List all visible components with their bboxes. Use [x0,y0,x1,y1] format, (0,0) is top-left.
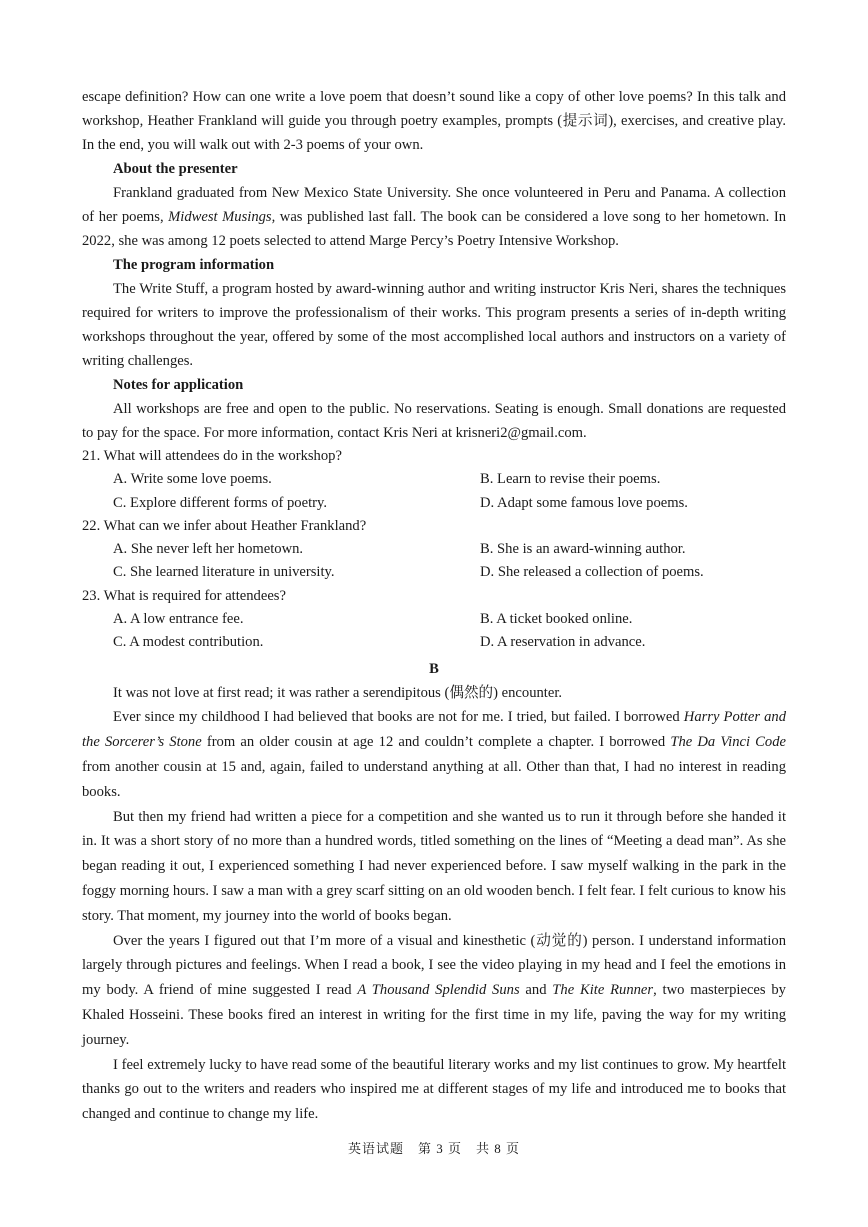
question-23 [82,585,786,655]
option-d: D. She released a collection of poems. [480,564,704,581]
program-paragraph: The Write Stuff, a program hosted by award-winning author and writing instructor Kris Neri, shares the techniques required for writers to improve the professionalism of their works. This program presents a series of in-depth writing workshops throughout the year, offered by some of the most accomplished local authors and instructors on a variety of writing challenges. [82,281,786,369]
book-title-harry-potter: Harry Potter and the Sorcerer’s Stone [82,709,786,751]
question-stem: 21. What will attendees do in the workshop? [82,448,342,464]
option-b: B. Learn to revise their poems. [480,471,661,488]
option-d: D. A reservation in advance. [480,634,646,651]
passage-b-paragraph-1: It was not love at first read; it was rather a serendipitous (偶然的) encounter. [113,684,563,701]
option-c: C. Explore different forms of poetry. [113,494,327,511]
intro-paragraph: escape definition? How can one write a love poem that doesn’t sound like a copy of other love poems? In this talk and workshop, Heather Frankland will guide you through poetry examples, prompts (提示词), exercises, and creative play. In the end, you will walk out with 2-3 poems of your own. [82,89,786,153]
program-heading: The program information [113,257,275,273]
book-title-midwest-musings: Midwest Musings, [168,209,276,225]
option-a: A. She never left her hometown. [113,541,304,558]
option-b: B. She is an award-winning author. [480,541,686,558]
book-title-thousand-splendid-suns: A Thousand Splendid Suns [357,982,520,999]
question-21 [82,445,786,515]
passage-b-paragraph-3: But then my friend had written a piece for a competition and she wanted us to run it through before she handed it in. It was a short story of no more than a hundred words, titled something on the lines of “Meeting a dead man”. As she began reading it out, I experienced something I had never experienced before. I saw myself walking in the park in the foggy morning hours. I saw a man with a grey scarf sitting on an old wooden bench. I felt fear. I felt curious to know his story. That moment, my journey into the world of books began. [82,808,786,924]
book-title-kite-runner: The Kite Runner [552,982,654,999]
option-d: D. Adapt some famous love poems. [480,494,688,511]
notes-paragraph: All workshops are free and open to the public. No reservations. Seating is enough. Small donations are requested to pay for the space. For more information, contact Kris Neri at krisneri2@gmail.com. [82,401,786,441]
page-footer: 英语试题 第 3 页 共 8 页 [347,1141,520,1156]
question-stem: 22. What can we infer about Heather Frankland? [82,517,367,534]
book-title-da-vinci-code: The Da Vinci Code [670,734,786,751]
presenter-heading: About the presenter [113,161,238,177]
passage-b-paragraph-2: Ever since my childhood I had believed that books are not for me. I tried, but failed. I borrowed Harry Potter and the Sorcerer’s Stone from an older cousin at age 12 and couldn’t complete a chapter. I borrowed The Da Vinci Code from another cousin at 15 and, again, failed to understand anything at all. Other than that, I had no interest in reading books. [82,709,786,800]
passage-b-paragraph-4: Over the years I figured out that I’m more of a visual and kinesthetic (动觉的) person. I understand information largely through pictures and feelings. When I read a book, I see the video playing in my head and I feel the emotions in my body. A friend of mine suggested I read A Thousand Splendid Suns and The Kite Runner, two masterpieces by Khaled Hosseini. These books fired an interest in writing for the first time in my life, paving the way for my writing journey. [82,932,786,1048]
option-a: A. A low entrance fee. [113,611,244,628]
option-b: B. A ticket booked online. [480,611,633,628]
exam-page [82,85,786,1127]
passage-b-paragraph-5: I feel extremely lucky to have read some of the beautiful literary works and my list continues to grow. My heartfelt thanks go out to the writers and readers who inspired me at different stages of my life and introduced me to books that changed and continue to change my life. [82,1056,786,1123]
question-stem: 23. What is required for attendees? [82,587,286,604]
option-a: A. Write some love poems. [113,471,272,488]
section-b-label: B [429,660,439,677]
notes-heading: Notes for application [113,377,244,393]
option-c: C. She learned literature in university. [113,564,335,581]
question-22 [82,515,786,585]
option-c: C. A modest contribution. [113,634,264,651]
presenter-paragraph: Frankland graduated from New Mexico State University. She once volunteered in Peru and Panama. A collection of her poems, Midwest Musings, was published last fall. The book can be considered a love song to her hometown. In 2022, she was among 12 poets selected to attend Marge Percy’s Poetry Intensive Workshop. [82,185,786,249]
